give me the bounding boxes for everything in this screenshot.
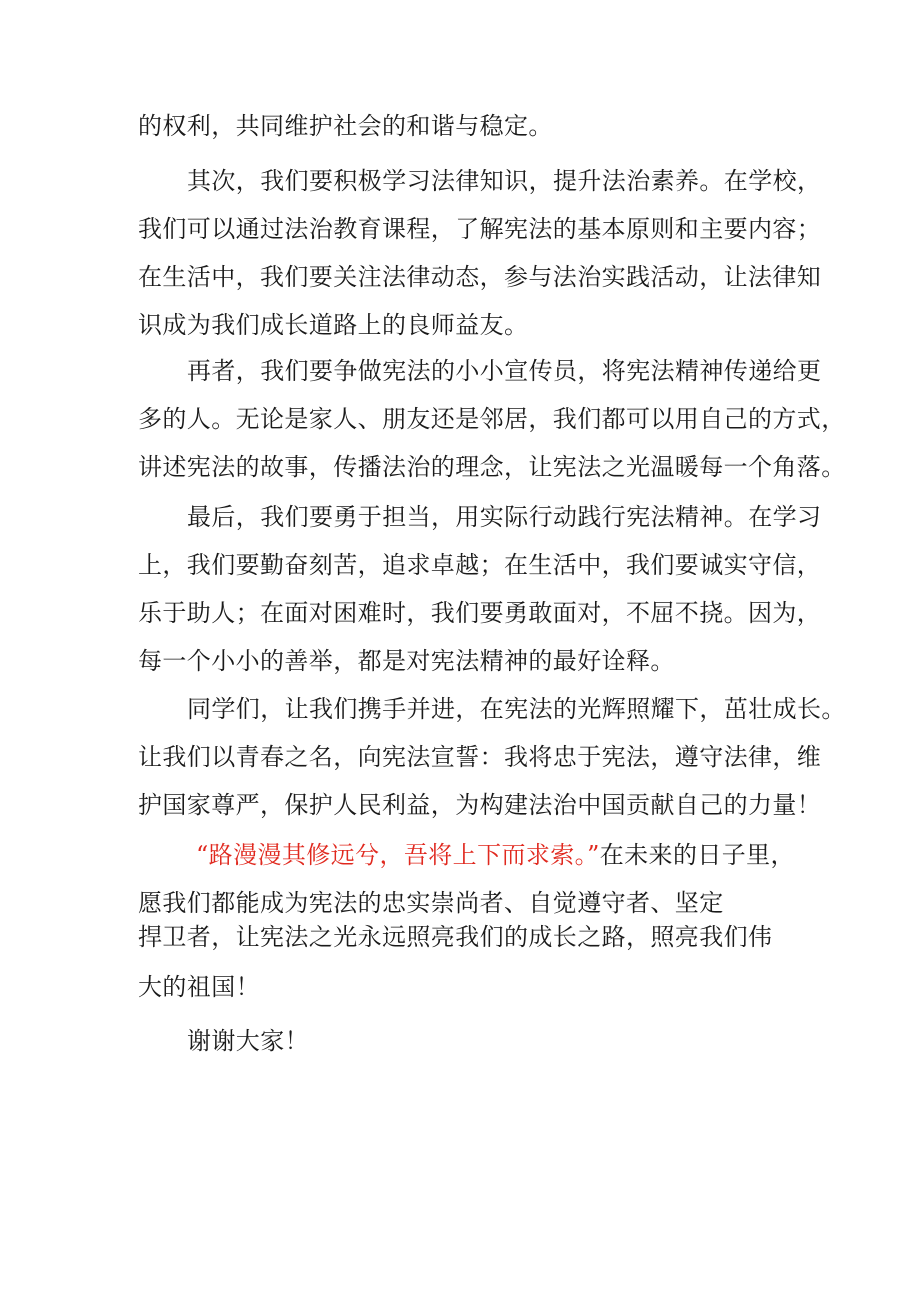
paragraph-line: 讲述宪法的故事，传播法治的理念，让宪法之光温暖每一个角落。 bbox=[138, 453, 846, 481]
quote-line-rest: 在未来的日子里， bbox=[599, 841, 795, 869]
paragraph-line: 捍卫者，让宪法之光永远照亮我们的成长之路，照亮我们伟 bbox=[138, 923, 773, 951]
paragraph-line: 的权利，共同维护社会的和谐与稳定。 bbox=[138, 112, 553, 140]
thanks-line: 谢谢大家！ bbox=[187, 1027, 309, 1055]
paragraph-line: 让我们以青春之名，向宪法宣誓：我将忠于宪法，遵守法律，维 bbox=[138, 743, 822, 771]
paragraph-line: 每一个小小的善举，都是对宪法精神的最好诠释。 bbox=[138, 647, 675, 675]
paragraph-line: 乐于助人；在面对困难时，我们要勇敢面对，不屈不挠。因为， bbox=[138, 599, 822, 627]
paragraph-line: 最后，我们要勇于担当，用实际行动践行宪法精神。在学习 bbox=[187, 503, 822, 531]
paragraph-line: 大的祖国！ bbox=[138, 973, 260, 1001]
paragraph-line: 识成为我们成长道路上的良师益友。 bbox=[138, 311, 529, 339]
paragraph-line: 我们可以通过法治教育课程，了解宪法的基本原则和主要内容； bbox=[138, 215, 822, 243]
quote-text: “路漫漫其修远兮，吾将上下而求索。” bbox=[196, 841, 600, 869]
paragraph-line: 愿我们都能成为宪法的忠实崇尚者、自觉遵守者、坚定 bbox=[138, 889, 724, 917]
paragraph-line: 其次，我们要积极学习法律知识，提升法治素养。在学校， bbox=[187, 167, 822, 195]
paragraph-line: 护国家尊严，保护人民利益，为构建法治中国贡献自己的力量！ bbox=[138, 791, 822, 819]
paragraph-line: 同学们，让我们携手并进，在宪法的光辉照耀下，茁壮成长。 bbox=[187, 695, 846, 723]
paragraph-line: 再者，我们要争做宪法的小小宣传员，将宪法精神传递给更 bbox=[187, 357, 822, 385]
paragraph-line: 在生活中，我们要关注法律动态，参与法治实践活动，让法律知 bbox=[138, 263, 822, 291]
paragraph-line: 上，我们要勤奋刻苦，追求卓越；在生活中，我们要诚实守信， bbox=[138, 551, 822, 579]
paragraph-line: 多的人。无论是家人、朋友还是邻居，我们都可以用自己的方式， bbox=[138, 405, 846, 433]
quote-line bbox=[196, 840, 795, 870]
